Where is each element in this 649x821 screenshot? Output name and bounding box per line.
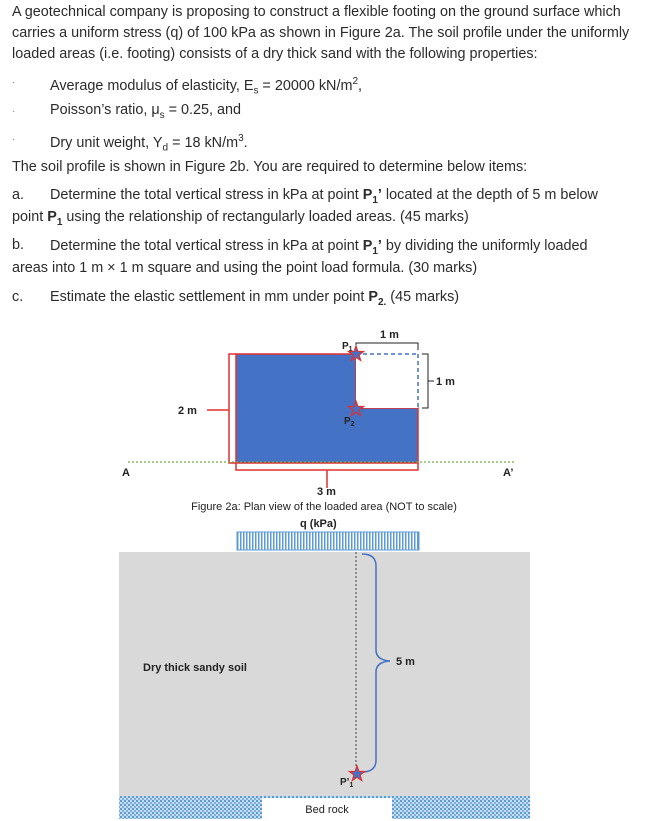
dimension-bottom-label: 3 m xyxy=(317,486,336,498)
bullet-marker: · xyxy=(12,106,16,117)
section-label-a-prime: A’ xyxy=(503,467,514,479)
bullet-marker: · xyxy=(12,134,16,145)
dimension-left-label: 2 m xyxy=(178,405,197,417)
point-p1-label: $P_1$ xyxy=(342,341,353,353)
point-p2-label: $P_2$ xyxy=(344,416,355,428)
dimension-left-2m xyxy=(229,354,236,463)
question-b-line2: areas into 1 m × 1 m square and using the point load formula. (30 marks) xyxy=(12,260,478,276)
unloaded-corner xyxy=(356,354,418,408)
section-label-a: A xyxy=(122,467,130,479)
dimension-right-label: 1 m xyxy=(436,376,455,388)
question-b-label: b. xyxy=(12,237,25,253)
bedrock-label: Bed rock xyxy=(305,804,349,816)
bullet-marker: · xyxy=(12,77,16,88)
property-poisson: Poisson’s ratio, $\mu_s = 0.25$, and xyxy=(50,102,242,121)
figure-2a-caption: Figure 2a: Plan view of the loaded area (NOT to scale) xyxy=(191,501,457,513)
question-c-label: c. xyxy=(12,289,24,305)
section-view xyxy=(119,518,530,819)
dimension-right-1m xyxy=(422,354,428,408)
dimension-top-label: 1 m xyxy=(380,329,399,341)
dimension-top-1m xyxy=(356,343,418,350)
problem-intro: A geotechnical company is proposing to construct a flexible footing on the ground surface which carries a uniform stress (q) of 100 kPa as shown in Figure 2a. The soil profile under the uniformly loaded areas (i.e. footing) consists of a dry thick sand with the following properties: xyxy=(12,4,630,62)
question-c-line1: Estimate the elastic settlement in mm under point $P_{2.}$ (45 marks) xyxy=(50,289,460,308)
depth-label: 5 m xyxy=(396,656,415,668)
profile-sentence: The soil profile is shown in Figure 2b. You are required to determine below items: xyxy=(12,159,528,175)
property-unit-weight: Dry unit weight, $Y_d = 18$ $kN/m^3$. xyxy=(50,133,248,154)
plan-view xyxy=(122,329,515,513)
soil-layer xyxy=(119,552,530,796)
dimension-bottom-3m xyxy=(236,463,418,470)
question-a-line1: Determine the total vertical stress in kPa at point $P_1$’ located at the depth of 5 m below xyxy=(50,187,598,206)
property-modulus: Average modulus of elasticity, $E_s = 20000$ $kN/m^2$, xyxy=(50,76,362,97)
question-a-label: a. xyxy=(12,187,25,203)
question-a-line2: point $P_1$ using the relationship of rectangularly loaded areas. (45 marks) xyxy=(12,209,469,228)
uniform-load-block xyxy=(237,532,419,550)
load-label: q (kPa) xyxy=(300,518,337,530)
question-b-line1: Determine the total vertical stress in kPa at point $P_1$’ by dividing the uniformly loaded xyxy=(50,238,588,257)
point-p1-prime-label: $P’_1$ xyxy=(340,777,354,789)
soil-label: Dry thick sandy soil xyxy=(143,662,247,674)
